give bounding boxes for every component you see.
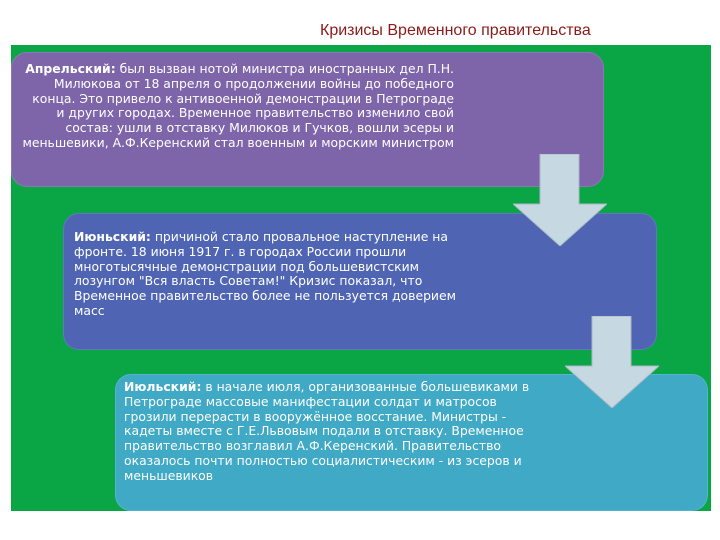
april-crisis-description: был вызван нотой министра иностранных дел П.Н. Милюкова от 18 апреля о продолжении войны до победного конца. Это привело к антивоенной демонстрации в Петрограде и других городах. Временное правительство изменило свой состав: ушли в отставку Милюков и Гучков, вошли эсеры и меньшевики, А.Ф.Керенский стал военным и морским министром — [22, 61, 454, 150]
july-crisis-text — [124, 380, 538, 484]
june-crisis-description: причиной стало провальное наступление на фронте. 18 июня 1917 г. в городах России прошли многотысячные демонстрации под большевистским лозунгом "Вся власть Советам!" Кризис показал, что Временное правительство более не пользуется доверием масс — [74, 229, 456, 318]
april-crisis-label: Апрельский: — [25, 61, 116, 76]
april-crisis-text — [22, 62, 454, 151]
june-crisis-label: Июньский: — [74, 229, 151, 244]
july-crisis-label: Июльский: — [124, 379, 202, 394]
slide-title: Кризисы Временного правительства — [320, 22, 591, 39]
june-crisis-text — [74, 230, 482, 319]
down-arrow-icon — [513, 154, 607, 246]
july-crisis-description: в начале июля, организованные большевиками в Петрограде массовые манифестации солдат и матросов грозили перерасти в вооружённое восстание. Министры - кадеты вместе с Г.Е.Львовым подали в отставку. Временное правительство возглавил А.Ф.Керенский. Правительство оказалось почти полностью социалистическим - из эсеров и меньшевиков — [124, 379, 530, 483]
down-arrow-icon — [565, 316, 659, 408]
